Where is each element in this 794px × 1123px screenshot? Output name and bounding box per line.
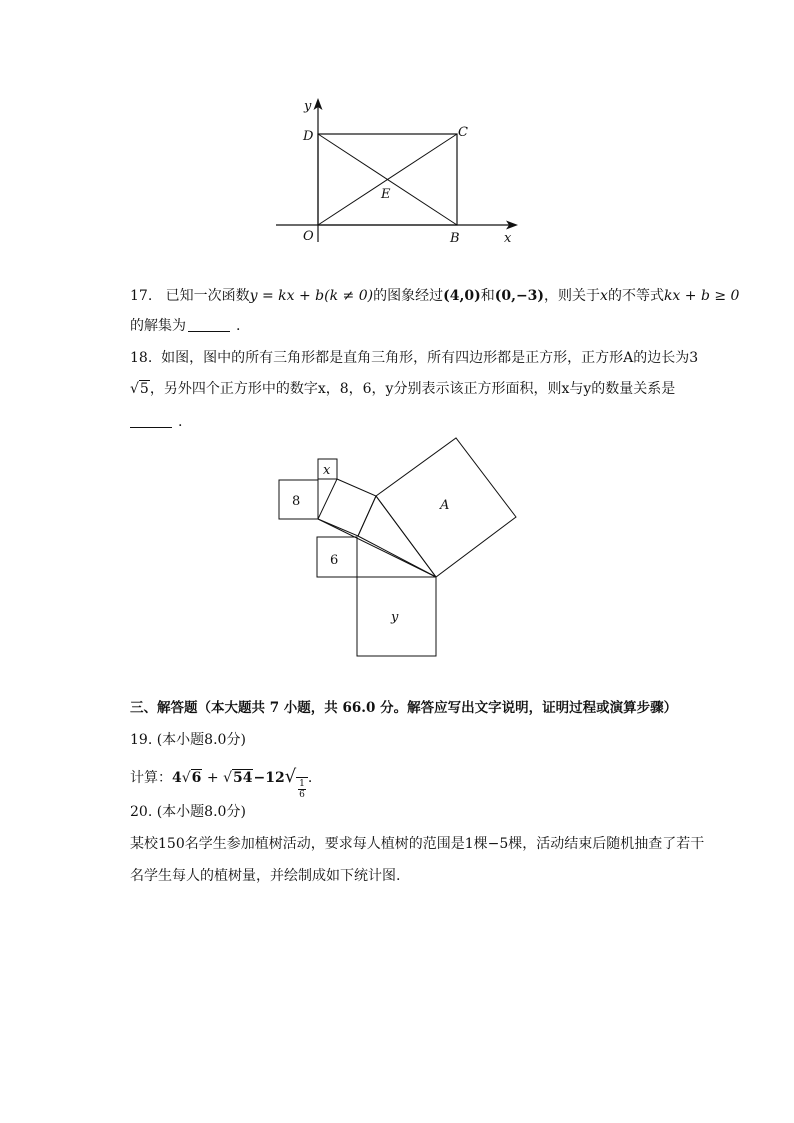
label-C: C [458,125,468,140]
q19-term1-coef: 4 [172,770,182,786]
q19-expression [130,764,312,800]
q17-line2 [130,316,240,336]
label-E: E [381,187,391,202]
figure-rectangle-coordinate [270,92,530,252]
label-x-square: x [323,463,331,478]
q19-term1-radicand: 6 [191,770,202,786]
q19-calc-label: 计算： [130,770,172,786]
q17-text-c: 和 [480,288,495,304]
q18-radical-sign: √ [130,381,139,397]
triangle-edge-4 [358,496,376,536]
q19-term2-radical: √ [223,770,232,786]
q19-frac-den: 6 [299,790,305,800]
q18-answer-blank[interactable] [130,413,172,428]
q19-term1-radical: √ [181,770,191,786]
q20-line2: 名学生每人的植树量，并绘制成如下统计图. [130,868,401,884]
q19-header: 19. (本小题8.0分) [130,732,246,748]
label-O: O [303,229,314,244]
q20-header: 20. (本小题8.0分) [130,804,246,820]
q18-radicand: 5 [139,381,149,397]
q18-line3 [130,412,182,432]
q20-line1: 某校150名学生参加植树活动，要求每人植树的范围是1棵−5棵，活动结束后随机抽查了若干 [130,836,705,852]
label-6: 6 [330,553,339,568]
label-y-square: y [391,610,399,625]
q17-pt2: (0,−3) [494,288,545,304]
q17-line1 [130,286,739,306]
q17-func: y = kx + b(k ≠ 0) [249,288,374,304]
q17-answer-blank[interactable] [188,317,230,332]
label-D: D [303,129,314,144]
q19-fraction [296,777,308,800]
q17-text-d: ，则关于 [544,288,601,304]
q17-text-a: 已知一次函数 [165,288,250,304]
q19-end: . [307,770,313,786]
q18-line1-text: 如图，图中的所有三角形都是直角三角形，所有四边形都是正方形，正方形A的边长为3 [161,350,699,366]
section3-title: 三、解答题（本大题共 7 小题，共 66.0 分。解答应写出文字说明，证明过程或演算步骤） [130,700,678,716]
triangle-edge-2 [318,519,436,577]
q17-line2-text: 的解集为 [130,318,186,334]
label-8: 8 [292,494,301,509]
q18-number: 18. [130,350,153,366]
q17-text-e: 的不等式 [607,288,664,304]
square-tilted [318,479,376,536]
q19-plus: + [202,770,224,786]
q17-pt1: (4,0) [443,288,481,304]
label-B: B [450,231,460,246]
q19-frac-num: 1 [299,779,305,789]
q17-ineq: kx + b ≥ 0 [663,288,740,304]
q17-var: x [600,288,608,304]
q17-line2-end: . [236,318,241,334]
triangle-edge-3 [358,536,436,577]
q18-line2-text: ，另外四个正方形中的数字x，8，6，y分别表示该正方形面积，则x与y的数量关系是 [149,381,676,397]
q17-number: 17. [130,288,153,304]
label-y: y [304,99,312,114]
triangle-edge-5 [376,496,436,577]
q19-term2-radicand: 54 [232,770,253,786]
q19-minus: −12 [253,770,285,786]
q18-line1 [130,348,698,368]
q19-term3-radical: √ [284,766,297,787]
q18-line2 [130,379,675,399]
q17-text-b: 的图象经过 [373,288,444,304]
label-A: A [440,498,450,513]
q18-line3-end: . [178,414,183,430]
figure-squares-pythagoras [270,430,530,666]
label-x: x [504,231,512,246]
